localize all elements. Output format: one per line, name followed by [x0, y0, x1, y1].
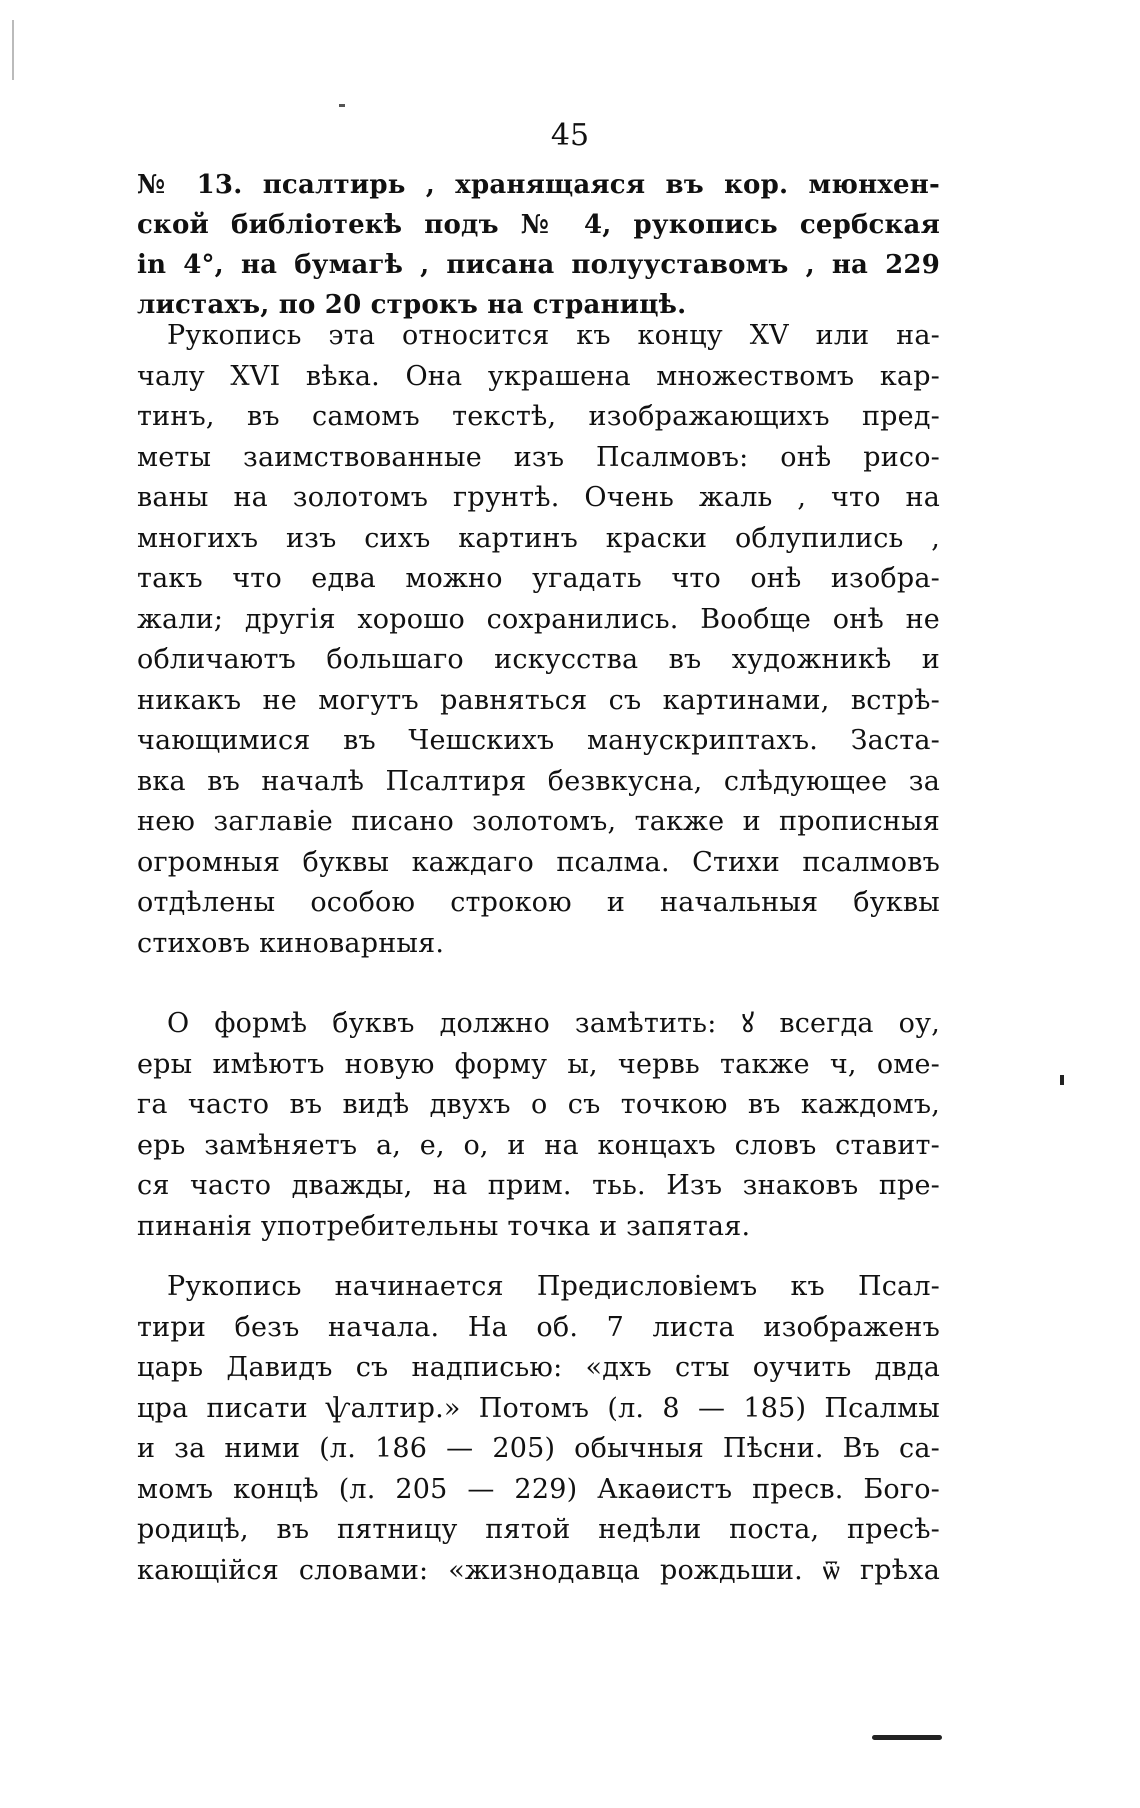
text-line: Рукопись начинается Предисловіемъ къ Псал- [167, 1271, 940, 1302]
scan-smudge [872, 1735, 942, 1740]
text-line: жали; другія хорошо сохранились. Вообще онѣ не [137, 603, 940, 635]
text-line: пинанія употребительны точка и запятая. [137, 1210, 751, 1242]
text-line: меты заимствованные изъ Псалмовъ: онѣ рисо- [137, 441, 940, 473]
text-line: ерь замѣняетъ а, е, о, и на концахъ словъ ставит- [137, 1129, 940, 1161]
paragraph-contents [137, 1267, 940, 1591]
paragraph-description [137, 316, 940, 964]
text-line: цра писати ѱалтир.» Потомъ (л. 8 — 185) Псалмы [137, 1392, 940, 1424]
heading-line: листахъ, по 20 строкъ на страницѣ. [137, 290, 687, 320]
heading-line: ской библіотекѣ подъ № 4, рукопись сербская [137, 210, 940, 240]
text-line: момъ концѣ (л. 205 — 229) Акаѳистъ пресв. Бого- [137, 1473, 940, 1505]
manuscript-heading [137, 165, 940, 325]
text-line: вка въ началѣ Псалтиря безвкусна, слѣдующее за [137, 765, 940, 797]
scan-speck [339, 104, 345, 107]
text-line: ся часто дважды, на прим. тьь. Изъ знаковъ пре- [137, 1170, 940, 1201]
text-line: и за ними (л. 186 — 205) обычныя Пѣсни. Въ са- [137, 1433, 940, 1464]
heading-line: № 13. псалтирь , хранящаяся въ кор. мюнхен- [137, 170, 940, 200]
text-line: га часто въ видѣ двухъ о съ точкою въ каждомъ, [137, 1089, 940, 1120]
text-line: О формѣ буквъ должно замѣтить: ꙋ всегда оу, [167, 1008, 940, 1039]
text-line: кающійся словами: «жизнодавца рождьши. ѿ грѣха [137, 1554, 940, 1586]
text-line: еры имѣютъ новую форму ы, червь также ч, оме- [137, 1048, 940, 1080]
text-line: нею заглавіе писано золотомъ, также и прописныя [137, 806, 940, 837]
text-line: обличаютъ большаго искусства въ художникѣ и [137, 644, 940, 675]
text-line: чающимися въ Чешскихъ манускриптахъ. Заста- [137, 725, 940, 756]
text-line: никакъ не могутъ равняться съ картинами, встрѣ- [137, 684, 940, 716]
text-line: ваны на золотомъ грунтѣ. Очень жаль , что на [137, 482, 940, 513]
page-number: 45 [550, 118, 590, 153]
scan-speck [1060, 1075, 1064, 1085]
text-line: отдѣлены особою строкою и начальныя буквы [137, 887, 940, 918]
text-line: стиховъ киноварныя. [137, 927, 445, 959]
text-line: царь Давидъ съ надписью: «дхъ стꙑ оучить двда [137, 1352, 940, 1383]
text-line: чалу XVI вѣка. Она украшена множествомъ кар- [137, 360, 940, 392]
heading-line: in 4°, на бумагѣ , писана полууставомъ , на 229 [137, 250, 940, 280]
text-line: огромныя буквы каждаго псалма. Стихи псалмовъ [137, 846, 940, 878]
text-line: такъ что едва можно угадать что онѣ изобра- [137, 563, 940, 594]
text-line: многихъ изъ сихъ картинъ краски облупились , [137, 522, 940, 554]
text-line: тинъ, въ самомъ текстѣ, изображающихъ пред- [137, 401, 940, 432]
scan-edge-mark [12, 20, 14, 80]
paragraph-letterforms [137, 1004, 940, 1247]
text-line: тири безъ начала. На об. 7 листа изображенъ [137, 1311, 940, 1343]
text-line: Рукопись эта относится къ концу XV или на- [167, 320, 940, 351]
text-line: родицѣ, въ пятницу пятой недѣли поста, пресѣ- [137, 1514, 940, 1545]
